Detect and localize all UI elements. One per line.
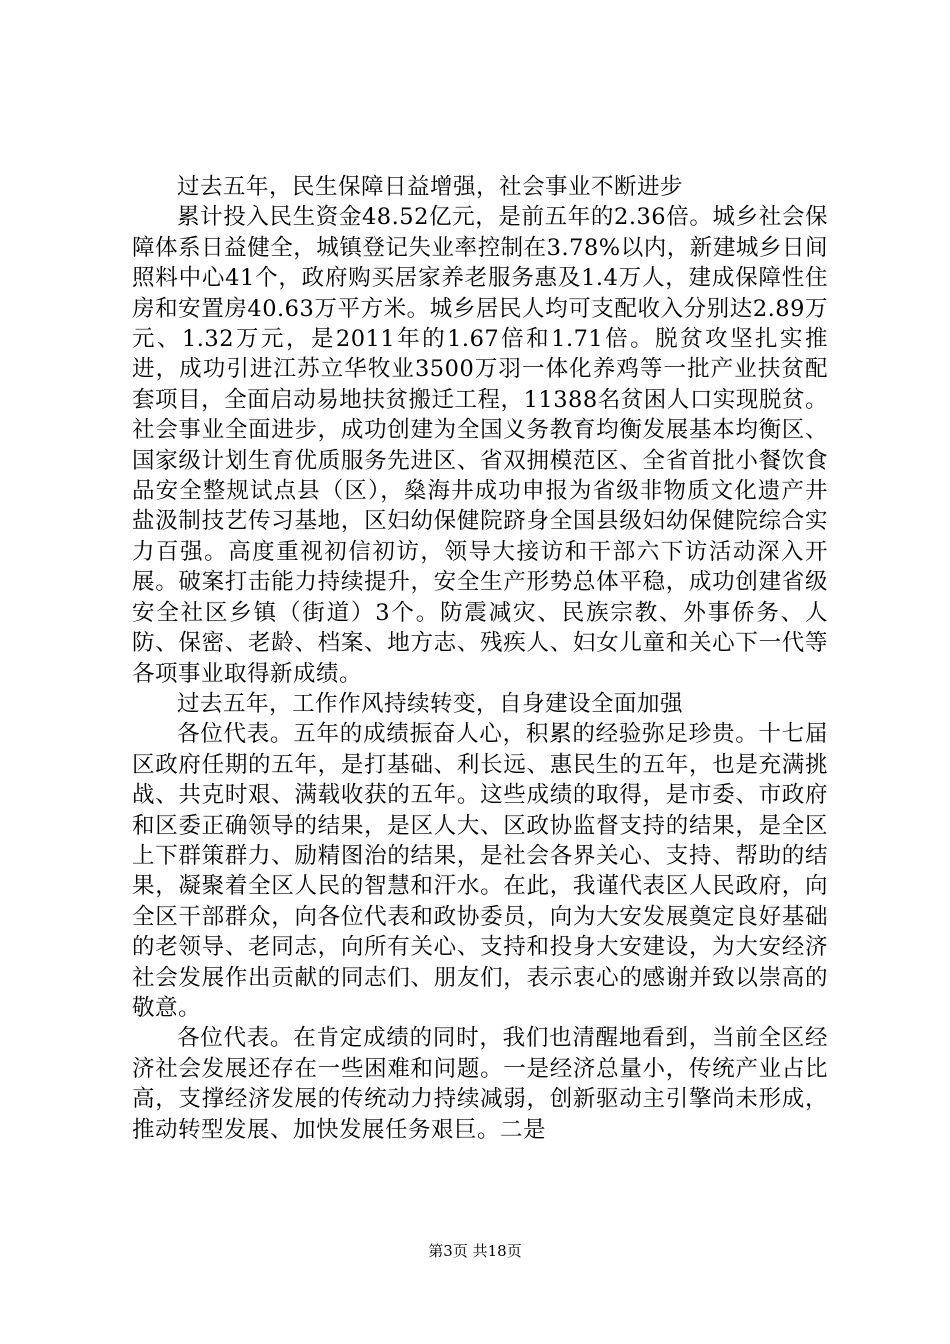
body-paragraph-acknowledgement: 各位代表。五年的成绩振奋人心，积累的经验弥足珍贵。十七届区政府任期的五年，是打基础、利长远、惠民生的五年，也是充满挑战、共克时艰、满载收获的五年。这些成绩的取得，是市委、市政府和区委正确领导的结果，是区人大、区政协监督支持的结果，是全区上下群策群力、励精图治的结果，是社会各界关心、支持、帮助的结果，凝聚着全区人民的智慧和汗水。在此，我谨代表区人民政府，向全区干部群众，向各位代表和政协委员，向为大安发展奠定良好基础的老领导、老同志，向所有关心、支持和投身大安建设，为大安经济社会发展作出贡献的同志们、朋友们，表示衷心的感谢并致以崇高的敬意。 [132, 721, 828, 1021]
page-number-footer: 第3页 共18页 [428, 1242, 522, 1260]
section-heading-livelihood: 过去五年，民生保障日益增强，社会事业不断进步 [177, 174, 684, 200]
document-body [132, 172, 828, 1145]
section-heading-work-style: 过去五年，工作作风持续转变，自身建设全面加强 [177, 690, 684, 717]
body-paragraph-livelihood: 累计投入民生资金48.52亿元，是前五年的2.36倍。城乡社会保障体系日益健全，城镇登记失业率控制在3.78%以内，新建城乡日间照料中心41个，政府购买居家养老服务惠及1.4万人，建成保障性住房和安置房40.63万平方米。城乡居民人均可支配收入分别达2.89万元、1.32万元，是2011年的1.67倍和1.71倍。脱贫攻坚扎实推进，成功引进江苏立华牧业3500万羽一体化养鸡等一批产业扶贫配套项目，全面启动易地扶贫搬迁工程，11388名贫困人口实现脱贫。社会事业全面进步，成功创建为全国义务教育均衡发展基本均衡区、国家级计划生育优质服务先进区、省双拥模范区、全省首批小餐饮食品安全整规试点县（区），燊海井成功申报为省级非物质文化遗产井盐汲制技艺传习基地，区妇幼保健院跻身全国县级妇幼保健院综合实力百强。高度重视初信初访，领导大接访和干部六下访活动深入开展。破案打击能力持续提升，安全生产形势总体平稳，成功创建省级安全社区乡镇（街道）3个。防震减灾、民族宗教、外事侨务、人防、保密、老龄、档案、地方志、残疾人、妇女儿童和关心下一代等各项事业取得新成绩。 [132, 204, 828, 687]
body-paragraph-problems: 各位代表。在肯定成绩的同时，我们也清醒地看到，当前全区经济社会发展还存在一些困难和问题。一是经济总量小，传统产业占比高，支撑经济发展的传统动力持续减弱，创新驱动主引擎尚未形成，推动转型发展、加快发展任务艰巨。二是 [132, 1025, 828, 1143]
